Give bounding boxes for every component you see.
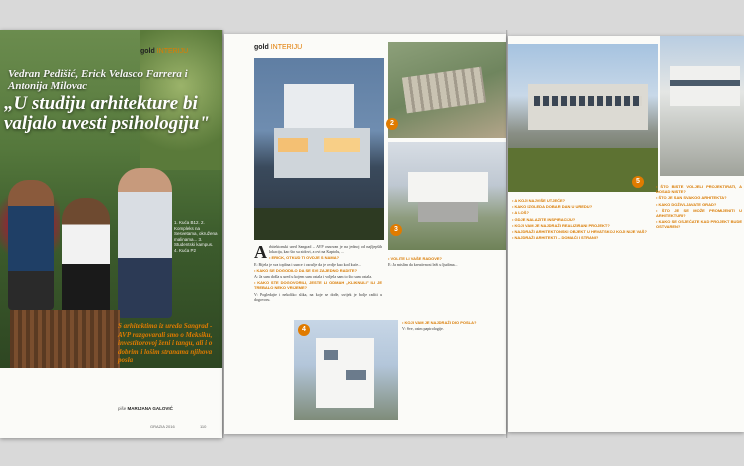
article-column-2 <box>388 256 504 314</box>
interviewee-names: Vedran Pedišić, Erick Velasco Farrera i Antonija Milovac <box>8 68 188 92</box>
photo-badge-4: 4 <box>298 324 310 336</box>
byline <box>118 406 173 411</box>
person-2 <box>62 198 110 318</box>
answer: E: Bijela je sva toplina i sunce i ozračje da je ovdje kao kod kuće... <box>254 261 362 267</box>
section-tag <box>254 44 302 51</box>
question: • ERICK, OTKUD TI OVDJE S NAMA? <box>269 255 340 261</box>
photo-badge-2: 2 <box>386 118 398 130</box>
left-page <box>0 30 222 438</box>
question: • NAJDRAŽI ARHITEKTI – DOMAĆI I STRANI? <box>512 235 599 241</box>
article-column-3 <box>402 320 504 424</box>
byline-label: piše <box>118 406 127 411</box>
middle-page <box>224 34 506 434</box>
question: • ŠTO BISTE VOLJELI PROJEKTIRATI, A DOSAD NISTE? <box>656 184 742 195</box>
question: • KAKO IZGLEDA DOBAR DAN U UREDU? <box>512 204 593 210</box>
article-column-5 <box>656 184 742 428</box>
answer: V: Sve, osim papirologije. <box>402 326 444 332</box>
section-tag-sub: INTERIJU <box>270 44 303 51</box>
answer: A: Ja sam došla u ured u kojem sam ostala i voljela sam to što sam ostala. <box>254 274 373 280</box>
answer: E: Ja mislim da kreativnost leži u ljudima... <box>388 262 458 268</box>
question: • A LOŠ? <box>512 210 529 216</box>
campus-photo <box>508 44 658 192</box>
page-number: 110 <box>200 424 207 429</box>
aerial-photo <box>388 42 506 138</box>
right-page <box>508 36 744 432</box>
intro-paragraph: Arhitektonski ured Sangrad – AVP osnovan je na jednoj od najljepših lokacija, kao što su zidovi, a ovi na Kaptolu, ... <box>254 244 382 262</box>
answer: V: Pogledajte i nekoliko slika, na koje se dođe, uvijek je bolje raditi u dogovoru. <box>254 291 382 302</box>
person-1 <box>8 180 54 310</box>
photo-badge-3: 3 <box>390 224 402 236</box>
question: • VOLITE LI VAŠE RADOVE? <box>388 256 442 261</box>
house-photo-2 <box>388 142 506 250</box>
photo-badge-5: 5 <box>632 176 644 188</box>
section-tag-main: gold <box>254 44 269 51</box>
question: • GDJE NALAZITE INSPIRACIJU? <box>512 216 576 222</box>
question: • ŠTO JE SAN SVAKOG ARHITEKTA? <box>656 195 727 201</box>
side-building-photo <box>660 36 744 176</box>
footer-left: GRAZIA 2016 <box>150 424 175 429</box>
page-fold <box>222 30 224 438</box>
person-3 <box>118 168 172 318</box>
page-fold <box>506 30 508 438</box>
intro-text: rhitektonski ured Sangrad – AVP osnovan je na jednoj od najljepših lokacija, kao što su zidovi, a ovi na Kaptolu, ... <box>269 244 382 255</box>
pull-quote: S arhitektima iz ureda Sangrad - AVP razgovarali smo o Meksiku, investitorovoj ženi i tangu, ali i o dobrim i lošim stranama njihova posla <box>118 322 213 365</box>
section-tag-sub: INTERIJU <box>156 48 189 55</box>
question: • NAJDRAŽI ARHITEKTONSKI OBJEKT U HRVATSKOJ KOJI NIJE VAŠ? <box>512 229 647 235</box>
question: • KAKO SE DOGODILO DA SE SVI ZAJEDNO RADITE? <box>254 267 358 273</box>
building-photo <box>294 320 398 420</box>
question: • KOJI VAM JE NAJDRAŽI REALIZIRANI PROJEKT? <box>512 222 610 228</box>
question: • KAKO DOŽIVLJAVATE GRAD? <box>656 201 717 207</box>
article-column-4 <box>512 198 650 428</box>
byline-name: MARIJANA GALOVIĆ <box>127 406 173 411</box>
question: • KAKO STE DOGOVORILI, JESTE LI ODMAH „KLIKNULI" ILI JE TREBALO NEKO VRIJEME? <box>254 280 382 291</box>
question: • KAKO SE OSJEĆATE KAD PROJEKT BUDE OSTVAREN? <box>656 219 742 230</box>
question: • KOJI VAM JE NAJDRAŽI DIO POSLA? <box>402 320 477 325</box>
question: • ŠTO JE SE MOŽE PROMIJENITI U ARHITEKTURI? <box>656 207 742 219</box>
photo-caption: 1. Kuća B12. 2. Kompleks na Sesvetama, okružena malinama... 3. Studentski kampus. 4. Kuća P2 <box>174 220 218 253</box>
garden-table <box>10 310 120 368</box>
house-photo-1 <box>254 58 384 240</box>
headline: „U studiju arhitekture bi valjalo uvesti psihologiju" <box>4 93 210 134</box>
section-tag <box>140 48 188 55</box>
question: • A KOJI NAJVIŠE UTJEĆE? <box>512 198 566 203</box>
section-tag-main: gold <box>140 48 155 55</box>
